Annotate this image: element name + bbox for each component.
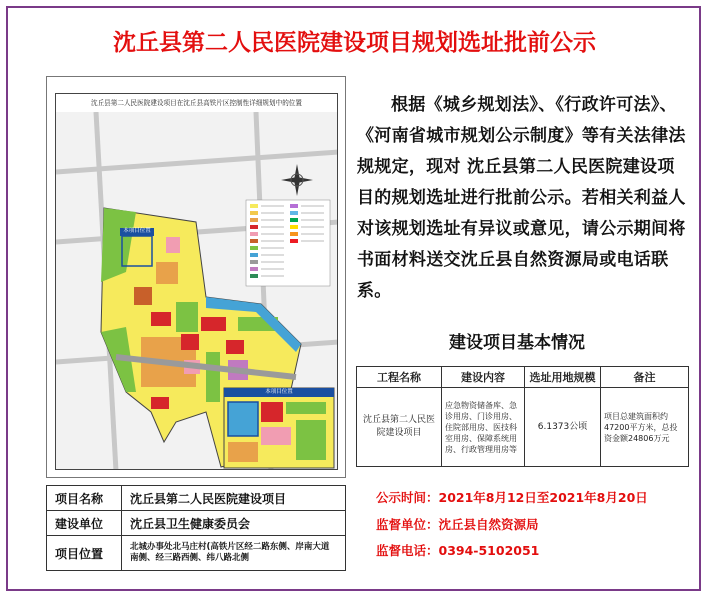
site-label-inset: 本项目位置 — [265, 389, 293, 395]
announcement-text: 根据《城乡规划法》、《行政许可法》、《河南省城市规划公示制度》等有关法律法规规定，现对 沈丘县第二人民医院建设项目的规划选址进行批前公示。若相关利益人对该规划选址有异议或意见，请公示期间将书面材料送交沈丘县自然资源局或电话联系。 — [357, 95, 686, 301]
planning-map — [55, 93, 338, 470]
notice-phone: 监督电话：0394-5102051 — [376, 543, 540, 558]
construction-unit-label: 建设单位 — [47, 511, 122, 536]
zoning-map-image — [56, 112, 338, 470]
header-content: 建设内容 — [442, 367, 525, 388]
cell-project-name: 沈丘县第二人民医院建设项目 — [357, 388, 442, 467]
table-row — [47, 511, 346, 536]
site-label-main: 本项目位置 — [123, 228, 151, 234]
planning-map-panel — [46, 76, 346, 478]
table-row — [47, 486, 346, 511]
header-remark: 备注 — [601, 367, 689, 388]
notice-supervisor: 监督单位：沈丘县自然资源局 — [376, 517, 539, 532]
project-location-value: 北城办事处北马庄村(高铁片区经二路东侧、岸南大道南侧、经三路西侧、纬八路北侧 — [122, 536, 346, 571]
table-row — [47, 536, 346, 571]
basic-info-table — [356, 366, 689, 467]
page-title: 沈丘县第二人民医院建设项目规划选址批前公示 — [113, 30, 596, 56]
cell-content: 应急物资储备库、急诊用房、门诊用房、住院部用房、医技科室用房、保障系统用房、行政管理用房等 — [442, 388, 525, 467]
project-name-label: 项目名称 — [47, 486, 122, 511]
project-location-label: 项目位置 — [47, 536, 122, 571]
map-legend — [246, 200, 330, 286]
construction-unit-value: 沈丘县卫生健康委员会 — [122, 511, 346, 536]
header-area: 选址用地规模 — [525, 367, 601, 388]
project-summary-table — [46, 485, 346, 571]
project-name-value: 沈丘县第二人民医院建设项目 — [122, 486, 346, 511]
cell-remark: 项目总建筑面积约47200平方米，总投资金额24806万元 — [601, 388, 689, 467]
map-caption: 沈丘县第二人民医院建设项目在沈丘县高铁片区控制性详细规划中的位置 — [56, 95, 337, 113]
basic-info-heading: 建设项目基本情况 — [449, 333, 585, 353]
table-row — [357, 388, 689, 467]
notice-period: 公示时间：2021年8月12日至2021年8月20日 — [376, 490, 648, 505]
table-header-row — [357, 367, 689, 388]
cell-area: 6.1373公顷 — [525, 388, 601, 467]
header-project-name: 工程名称 — [357, 367, 442, 388]
